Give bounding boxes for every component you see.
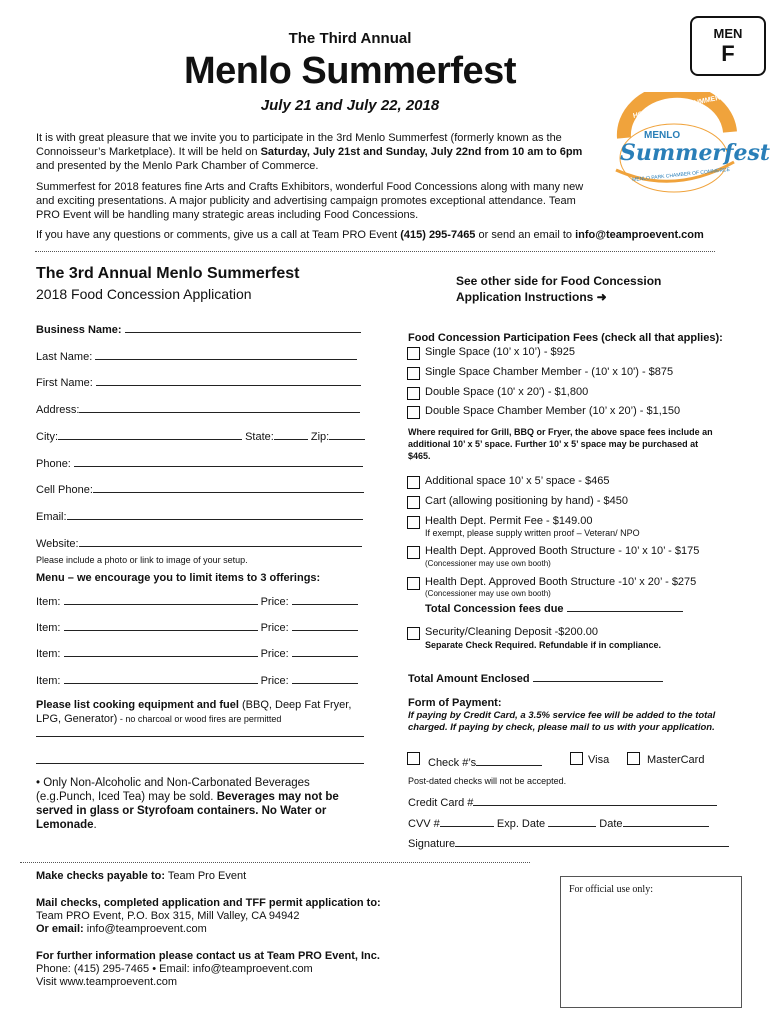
checkbox-mastercard[interactable]	[627, 752, 640, 765]
info-heading: For further information please contact us at Team PRO Event, Inc.	[36, 950, 380, 962]
application-heading: The 3rd Annual Menlo Summerfest	[36, 265, 300, 282]
page-title: Menlo Summerfest	[184, 50, 516, 92]
checkbox-visa[interactable]	[570, 752, 583, 765]
fee-double-member: Double Space Chamber Member (10’ x 20’) - $1,150	[425, 405, 681, 417]
health-permit-note: If exempt, please supply written proof – Veteran/ NPO	[425, 528, 640, 538]
visa-label: Visa	[588, 754, 610, 766]
fee-double-space: Double Space (10' x 20') - $1,800	[425, 386, 589, 398]
fee-single-space: Single Space (10’ x 10’) - $925	[425, 346, 576, 358]
last-name-field[interactable]: Last Name:	[36, 348, 357, 363]
checkbox-health-permit[interactable]	[407, 516, 420, 529]
first-name-field[interactable]: First Name:	[36, 374, 361, 389]
subtitle: The Third Annual	[288, 30, 412, 47]
payment-note: If paying by Credit Card, a 3.5% service fee will be added to the total charged. If paying by check, please mail to us with your application.	[408, 710, 716, 733]
footer-separator	[20, 862, 530, 863]
email-line: Or email: info@teamproevent.com	[36, 923, 207, 935]
intro-paragraph-1: It is with great pleasure that we invite you to participate in the 3rd Menlo Summerfest (formerly known as the Connoisseur’s Marketplace). It will be held on Saturday, July 21st and Sunday, July 22nd from 10 am to 6pm and presented by the Menlo Park Chamber of Commerce.	[36, 132, 583, 172]
menu-item-2[interactable]: Item: Price:	[36, 619, 358, 634]
summerfest-logo	[602, 91, 770, 204]
see-other-side-note: See other side for Food Concession Application Instructions ➜	[456, 274, 662, 304]
address-field[interactable]: Address:	[36, 401, 360, 416]
logo-arc-text: HOT FUN IN THE SUMMERTIME	[632, 91, 738, 120]
info-visit: Visit www.teamproevent.com	[36, 976, 178, 988]
deposit-note: Separate Check Required. Refundable if in compliance.	[425, 640, 662, 650]
intro-paragraph-2: Summerfest for 2018 features fine Arts and Crafts Exhibitors, wonderful Food Concessions along with many new and exciting presentations. A major publicity and advertising campaign promotes exceptional attendance. Team PRO Event will be handling many strategic areas including Food Concessions.	[36, 181, 584, 221]
application-subheading: 2018 Food Concession Application	[36, 286, 252, 302]
logo-menlo: MENLO	[644, 130, 681, 141]
postdated-note: Post-dated checks will not be accepted.	[408, 776, 567, 786]
fee-cart: Cart (allowing positioning by hand) - $450	[425, 495, 629, 507]
payable-to: Make checks payable to: Team Pro Event	[36, 870, 247, 882]
equipment-line-2[interactable]	[36, 763, 364, 764]
logo-tagline: MENLO PARK CHAMBER OF COMMERCE	[631, 166, 731, 184]
cell-phone-field[interactable]: Cell Phone:	[36, 481, 364, 496]
menu-heading: Menu – we encourage you to limit items to 3 offerings:	[36, 572, 321, 584]
mail-heading: Mail checks, completed application and TFF permit application to:	[36, 897, 381, 909]
fee-booth-20: Health Dept. Approved Booth Structure -10’ x 20’ - $275	[425, 576, 697, 588]
checkbox-double-member[interactable]	[407, 406, 420, 419]
photo-note: Please include a photo or link to image of your setup.	[36, 555, 248, 565]
business-name-field[interactable]: Business Name:	[36, 321, 361, 336]
signature-field[interactable]: Signature	[408, 835, 729, 850]
checkbox-single-space[interactable]	[407, 347, 420, 360]
booth-20-note: (Concessioner may use own booth)	[425, 589, 551, 598]
booth-10-note: (Concessioner may use own booth)	[425, 559, 551, 568]
menu-item-3[interactable]: Item: Price:	[36, 645, 358, 660]
fee-health-permit: Health Dept. Permit Fee - $149.00	[425, 515, 593, 527]
checkbox-cart[interactable]	[407, 496, 420, 509]
badge-top-text: MEN	[713, 26, 743, 41]
checkbox-booth-20[interactable]	[407, 577, 420, 590]
beverage-rules: • Only Non-Alcoholic and Non-Carbonated Beverages (e.g.Punch, Iced Tea) may be sold. Beverages may not be served in glass or Styrofoam containers. No Water or Lemonade.	[36, 777, 339, 831]
dotted-separator	[35, 251, 715, 252]
category-badge	[690, 16, 766, 76]
menu-item-4[interactable]: Item: Price:	[36, 672, 358, 687]
checkbox-additional-space[interactable]	[407, 476, 420, 489]
info-phone: Phone: (415) 295-7465 • Email: info@teamproevent.com	[36, 963, 313, 975]
check-numbers-field[interactable]: Check #’s	[428, 754, 542, 769]
payment-heading: Form of Payment:	[408, 697, 502, 709]
intro-paragraph-3: If you have any questions or comments, give us a call at Team PRO Event (415) 295-7465 or send an email to info@teamproevent.com	[36, 229, 704, 241]
email-field[interactable]: Email:	[36, 508, 363, 523]
event-dates: July 21 and July 22, 2018	[260, 97, 440, 114]
fee-booth-10: Health Dept. Approved Booth Structure - 10’ x 10’ - $175	[425, 545, 700, 557]
cvv-exp-date-field[interactable]: CVV # Exp. Date Date	[408, 815, 709, 830]
equipment-line-1[interactable]	[36, 736, 364, 737]
city-state-zip-field[interactable]: City: State: Zip:	[36, 428, 365, 443]
logo-summerfest: Summerfest	[620, 140, 770, 166]
checkbox-deposit[interactable]	[407, 627, 420, 640]
phone-field[interactable]: Phone:	[36, 455, 363, 470]
credit-card-field[interactable]: Credit Card #	[408, 794, 717, 809]
total-amount-enclosed[interactable]: Total Amount Enclosed	[408, 670, 663, 685]
checkbox-double-space[interactable]	[407, 387, 420, 400]
grill-note: Where required for Grill, BBQ or Fryer, the above space fees include an additional 10’ x 5’ space. Further 10’ x 5’ space may be purchased at $465.	[408, 427, 713, 461]
fee-additional-space: Additional space 10’ x 5’ space - $465	[425, 475, 610, 487]
checkbox-booth-10[interactable]	[407, 546, 420, 559]
checkbox-single-member[interactable]	[407, 367, 420, 380]
official-use-box	[560, 876, 742, 1008]
menu-item-1[interactable]: Item: Price:	[36, 593, 358, 608]
website-field[interactable]: Website:	[36, 535, 362, 550]
checkbox-check[interactable]	[407, 752, 420, 765]
total-fees-due[interactable]: Total Concession fees due	[425, 600, 683, 615]
official-use-label: For official use only:	[569, 884, 653, 895]
mail-address: Team PRO Event, P.O. Box 315, Mill Valley, CA 94942	[36, 910, 300, 922]
fees-heading: Food Concession Participation Fees (check all that applies):	[408, 332, 723, 344]
badge-letter: F	[721, 41, 735, 66]
fee-single-member: Single Space Chamber Member - (10' x 10') - $875	[425, 366, 674, 378]
fee-deposit: Security/Cleaning Deposit -$200.00	[425, 626, 599, 638]
equipment-instructions: Please list cooking equipment and fuel (BBQ, Deep Fat Fryer, LPG, Generator) - no charcoal or wood fires are permitted	[36, 699, 352, 725]
mastercard-label: MasterCard	[647, 754, 705, 766]
